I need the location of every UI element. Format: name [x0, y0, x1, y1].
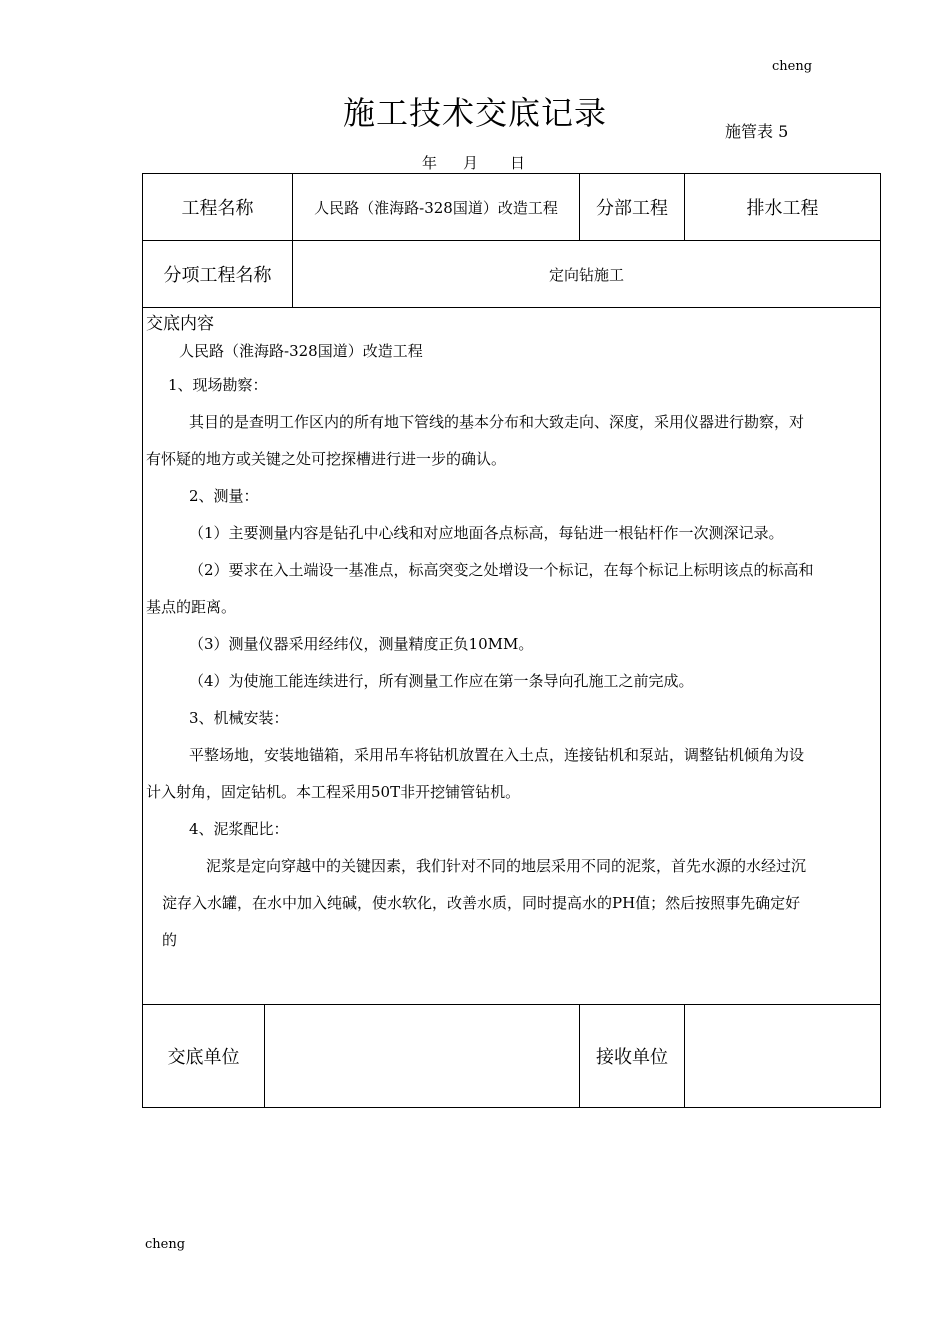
header-text: cheng [772, 59, 813, 74]
content-line: 2、测量： [189, 487, 259, 505]
content-line: 4、泥浆配比： [189, 820, 289, 838]
division-value: 排水工程 [685, 174, 881, 241]
content-line: （4）为使施工能连续进行，所有测量工作应在第一条导向孔施工之前完成。 [189, 672, 694, 690]
content-body [143, 311, 880, 959]
content-heading: 交底内容 [146, 314, 214, 334]
content-line: 有怀疑的地方或关键之处可挖探槽进行进一步的确认。 [146, 450, 507, 468]
date-month: 月 [463, 154, 479, 172]
content-line: 3、机械安装： [189, 709, 289, 727]
division-label: 分部工程 [580, 174, 685, 241]
content-line: （1）主要测量内容是钻孔中心线和对应地面各点标高，每钻进一根钻杆作一次测深记录。 [189, 524, 784, 542]
subitem-label: 分项工程名称 [143, 241, 293, 308]
content-line: 1、现场勘察： [168, 376, 268, 394]
form-number: 施管表 5 [725, 122, 789, 141]
receive-unit-label: 接收单位 [580, 1005, 685, 1108]
page-title: 施工技术交底记录 [342, 94, 607, 132]
deliver-unit-value[interactable] [265, 1005, 580, 1108]
date-line [422, 152, 525, 173]
content-line: 淀存入水罐，在水中加入纯碱，使水软化，改善水质，同时提高水的PH值；然后按照事先确定好 [162, 894, 801, 912]
record-table [142, 173, 881, 1108]
content-line: 其目的是查明工作区内的所有地下管线的基本分布和大致走向、深度，采用仪器进行勘察，对 [189, 413, 805, 431]
content-line: （2）要求在入土端设一基准点，标高突变之处增设一个标记，在每个标记上标明该点的标高和 [189, 561, 814, 579]
content-line: 平整场地，安装地锚箱，采用吊车将钻机放置在入土点，连接钻机和泵站，调整钻机倾角为设 [189, 746, 805, 764]
project-name-label: 工程名称 [143, 174, 293, 241]
receive-unit-value[interactable] [685, 1005, 881, 1108]
content-line: 人民路（淮海路-328国道）改造工程 [179, 342, 423, 360]
content-line: 基点的距离。 [146, 598, 237, 616]
content-line: 泥浆是定向穿越中的关键因素，我们针对不同的地层采用不同的泥浆，首先水源的水经过沉 [206, 857, 807, 875]
content-line: 的 [162, 931, 178, 949]
content-line: （3）测量仪器采用经纬仪，测量精度正负10MM。 [189, 635, 534, 653]
project-name-value: 人民路（淮海路-328国道）改造工程 [293, 174, 580, 241]
date-day: 日 [510, 154, 526, 172]
date-year: 年 [422, 154, 438, 172]
deliver-unit-label: 交底单位 [143, 1005, 265, 1108]
content-cell [143, 308, 881, 1005]
subitem-value: 定向钻施工 [293, 241, 881, 308]
footer-text: cheng [145, 1237, 186, 1252]
content-line: 计入射角，固定钻机。本工程采用50T非开挖铺管钻机。 [146, 783, 521, 801]
